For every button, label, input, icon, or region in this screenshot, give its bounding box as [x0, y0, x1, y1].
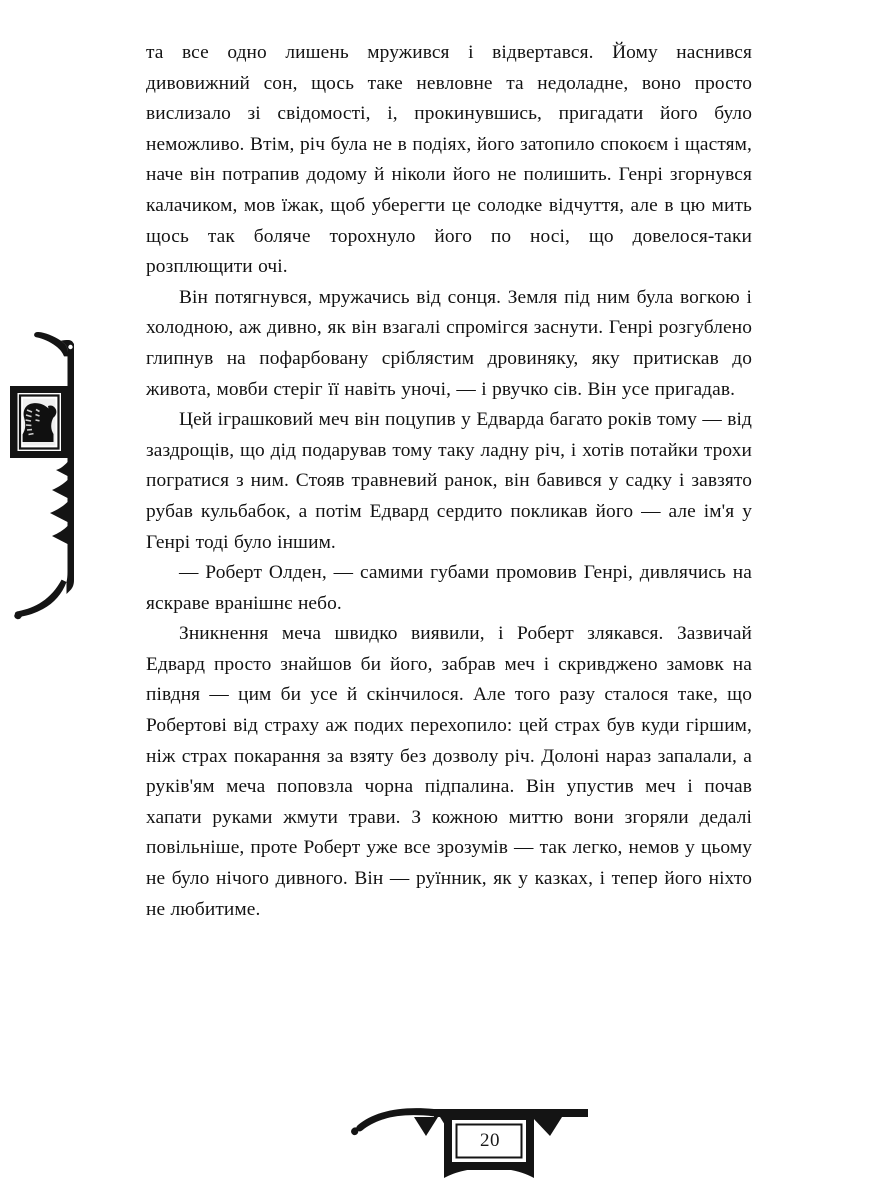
paragraph: Зникнення меча швидко виявили, і Роберт злякався. Зазвичай Едвард просто знайшов би його, забрав меч і скривджено замовк на півдня — цим би усе й скінчилося. Але того разу сталося таке, що Робертові від страху аж подих перехопило: цей страх був куди гіршим, ніж страх покарання за взяту без дозволу річ. Долоні нараз запалали, а рукiв'ям меча поповзла чорна підпалина. Він упустив меч і почав хапати руками жмути трави. З кожною миттю вони згоряли дедалі повільніше, проте Роберт уже все зрозумів — так легко, немов у цьому не було нічого дивного. Він — руїнник, як у казках, і тепер його ніхто не любитиме.: [146, 623, 752, 920]
horse-head-margin-ornament-icon: [8, 330, 128, 622]
page-number-value: 20: [480, 1130, 500, 1151]
body-text-column: [146, 38, 752, 925]
page-number-frame-ornament-icon: [326, 1098, 588, 1184]
page-footer: [0, 1098, 892, 1188]
paragraph: Цей іграшковий меч він поцупив у Едварда багато років тому — від заздрощів, що дід подарував тому таку ладну річ, і хотів потайки трохи погратися з ним. Стояв травневий ранок, він бавився у садку і завзято рубав кульбабок, а потім Едвард сердито покликав його — але ім'я у Генрі тоді було іншим.: [146, 409, 752, 553]
paragraph: Він потягнувся, мружачись від сонця. Земля під ним була вогкою і холодною, аж дивно, як він взагалі спромігся заснути. Генрі розгублено глипнув на пофарбовану сріблястим дровиняку, яку притискав до живота, мовби стеріг її навіть уночі, — і рвучко сів. Він усе пригадав.: [146, 286, 752, 400]
paragraph: — Роберт Олден, — самими губами промовив Генрі, дивлячись на яскраве вранішнє небо.: [146, 562, 752, 614]
paragraph: та все одно лишень мружився і відвертався. Йому наснився дивовижний сон, щось таке невловне та недоладне, воно просто вислизало зі свідомості, і, прокинувшись, пригадати його було неможливо. Втім, річ була не в подіях, його затопило спокоєм і щастям, наче він потрапив додому й ніколи його не полишить. Генрі згорнувся калачиком, мов їжак, щоб уберегти це солодке відчуття, але в цю мить щось так боляче торохнуло його по носі, що довелося-таки розплющити очі.: [146, 42, 752, 278]
